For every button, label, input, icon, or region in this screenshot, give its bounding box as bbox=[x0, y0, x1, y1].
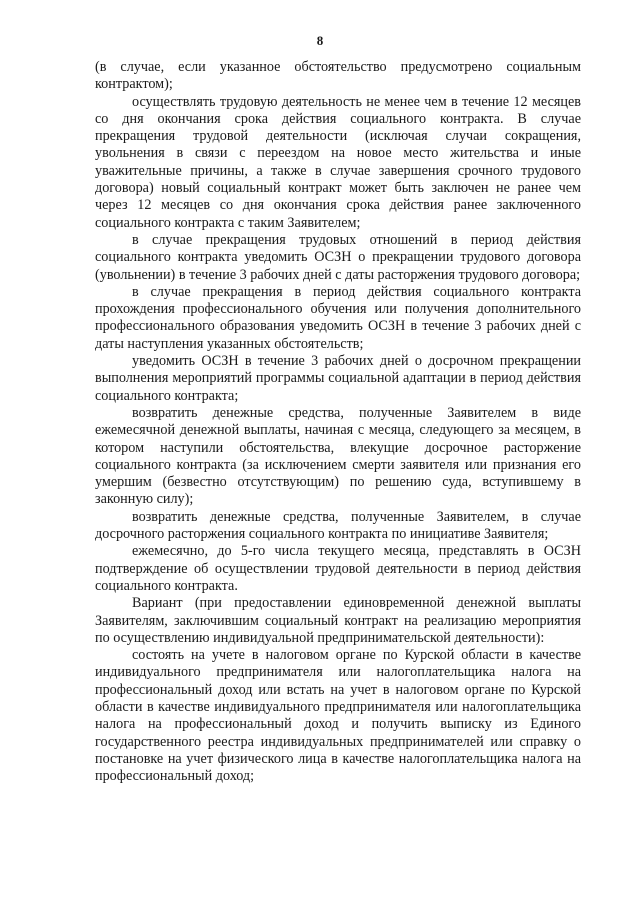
paragraph: (в случае, если указанное обстоятельство предусмотрено социальным контрактом); bbox=[95, 59, 581, 93]
body-text bbox=[95, 59, 581, 785]
paragraph: Вариант (при предоставлении единовременной денежной выплаты Заявителям, заключившим социальный контракт на реализацию мероприятия по осуществлению индивидуальной предпринимательской деятельности): bbox=[95, 595, 581, 646]
paragraph: в случае прекращения в период действия социального контракта прохождения профессионального обучения или получения дополнительного профессионального образования уведомить ОСЗН в течение 3 рабочих дней с даты наступления указанных обстоятельств; bbox=[95, 283, 581, 352]
paragraph: в случае прекращения трудовых отношений в период действия социального контракта уведомить ОСЗН о прекращении трудового договора (увольнении) в течение 3 рабочих дней с даты расторжения трудового договора; bbox=[95, 231, 581, 283]
page-number: 8 bbox=[316, 33, 324, 48]
paragraph: состоять на учете в налоговом органе по Курской области в качестве индивидуального предпринимателя или налогоплательщика налога на профессиональный доход или встать на учет в налоговом органе по Курской области в качестве индивидуального предпринимателя или налогоплательщика налога на профессиональный доход и получить выписку из Единого государственного реестра индивидуальных предпринимателей или справку о постановке на учет физического лица в качестве налогоплательщика налога на профессиональный доход; bbox=[95, 647, 581, 785]
paragraph: возвратить денежные средства, полученные Заявителем, в случае досрочного расторжения социального контракта по инициативе Заявителя; bbox=[95, 508, 581, 543]
paragraph: осуществлять трудовую деятельность не менее чем в течение 12 месяцев со дня окончания срока действия социального контракта. В случае прекращения трудовой деятельности (исключая случаи сокращения, увольнения в связи с переездом на новое место жительства и иные уважительные причины, а также в случае завершения срочного трудового договора) новый социальный контракт может быть заключен не ранее чем через 12 месяцев со дня окончания срока действия ранее заключенного социального контракта с таким Заявителем; bbox=[95, 93, 581, 231]
paragraph: уведомить ОСЗН в течение 3 рабочих дней о досрочном прекращении выполнения мероприятий программы социальной адаптации в период действия социального контракта; bbox=[95, 353, 581, 404]
paragraph: ежемесячно, до 5-го числа текущего месяца, представлять в ОСЗН подтверждение об осуществлении трудовой деятельности в период действия социального контракта. bbox=[95, 543, 581, 594]
paragraph: возвратить денежные средства, полученные Заявителем в виде ежемесячной денежной выплаты, начиная с месяца, следующего за месяцем, в котором наступили обстоятельства, влекущие досрочное расторжение социального контракта (за исключением смерти заявителя или признания его умершим (безвестно отсутствующим) по решению суда, вступившему в законную силу); bbox=[95, 404, 581, 508]
